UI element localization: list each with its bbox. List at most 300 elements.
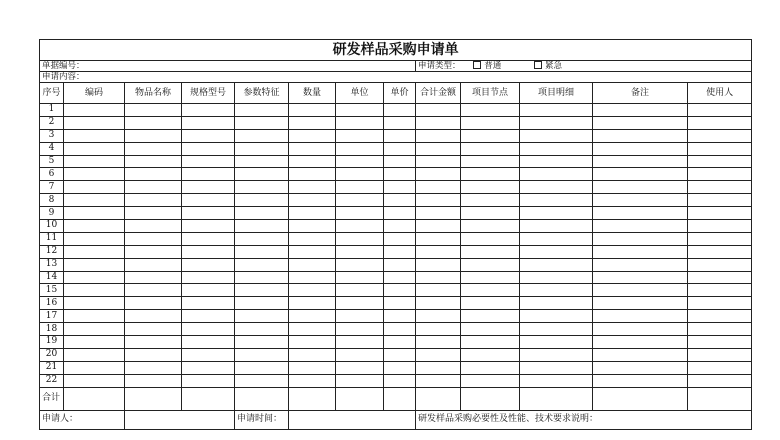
table-cell[interactable] (235, 361, 289, 374)
table-cell[interactable] (289, 168, 336, 181)
table-cell[interactable] (64, 220, 125, 233)
table-cell[interactable] (336, 336, 384, 349)
table-cell[interactable] (593, 361, 688, 374)
table-cell[interactable] (593, 348, 688, 361)
table-cell[interactable] (235, 348, 289, 361)
table-cell[interactable] (182, 258, 235, 271)
table-cell[interactable] (416, 284, 461, 297)
table-cell[interactable] (235, 220, 289, 233)
table-cell[interactable] (125, 374, 182, 387)
table-cell[interactable] (520, 361, 593, 374)
table-cell[interactable] (64, 310, 125, 323)
table-cell[interactable] (182, 336, 235, 349)
table-cell[interactable] (416, 181, 461, 194)
row-number: 18 (40, 323, 64, 336)
table-cell[interactable] (235, 116, 289, 129)
table-cell[interactable] (182, 220, 235, 233)
table-cell[interactable] (182, 181, 235, 194)
table-cell[interactable] (461, 361, 520, 374)
table-cell[interactable] (384, 142, 416, 155)
table-cell[interactable] (64, 271, 125, 284)
table-cell[interactable] (182, 271, 235, 284)
table-cell[interactable] (182, 142, 235, 155)
total-cell[interactable] (64, 387, 125, 410)
table-cell[interactable] (125, 297, 182, 310)
table-cell[interactable] (289, 155, 336, 168)
table-cell[interactable] (461, 245, 520, 258)
table-cell[interactable] (125, 336, 182, 349)
table-cell[interactable] (416, 129, 461, 142)
table-cell[interactable] (593, 155, 688, 168)
table-cell[interactable] (520, 181, 593, 194)
table-cell[interactable] (289, 194, 336, 207)
table-cell[interactable] (64, 168, 125, 181)
table-cell[interactable] (416, 310, 461, 323)
total-cell[interactable] (336, 387, 384, 410)
table-cell[interactable] (336, 220, 384, 233)
table-cell[interactable] (461, 155, 520, 168)
table-cell[interactable] (64, 232, 125, 245)
table-cell[interactable] (520, 271, 593, 284)
table-cell[interactable] (593, 323, 688, 336)
table-cell[interactable] (688, 336, 752, 349)
table-cell[interactable] (593, 232, 688, 245)
table-cell[interactable] (182, 168, 235, 181)
table-cell[interactable] (384, 297, 416, 310)
table-cell[interactable] (461, 336, 520, 349)
row-number: 10 (40, 220, 64, 233)
table-cell[interactable] (416, 258, 461, 271)
table-cell[interactable] (461, 142, 520, 155)
table-cell[interactable] (289, 374, 336, 387)
table-cell[interactable] (688, 271, 752, 284)
table-cell[interactable] (416, 104, 461, 117)
applicant-field[interactable] (125, 410, 235, 429)
table-cell[interactable] (125, 168, 182, 181)
table-cell[interactable] (593, 374, 688, 387)
table-cell[interactable] (384, 129, 416, 142)
table-cell[interactable] (520, 336, 593, 349)
table-cell[interactable] (461, 348, 520, 361)
table-cell[interactable] (688, 194, 752, 207)
table-cell[interactable] (64, 104, 125, 117)
row-number: 20 (40, 348, 64, 361)
table-cell[interactable] (461, 129, 520, 142)
table-cell[interactable] (125, 207, 182, 220)
total-cell[interactable] (461, 387, 520, 410)
table-cell[interactable] (384, 245, 416, 258)
table-cell[interactable] (182, 155, 235, 168)
table-cell[interactable] (235, 336, 289, 349)
table-cell[interactable] (688, 207, 752, 220)
table-cell[interactable] (384, 220, 416, 233)
table-cell[interactable] (520, 220, 593, 233)
table-cell[interactable] (289, 297, 336, 310)
table-cell[interactable] (125, 361, 182, 374)
table-cell[interactable] (688, 220, 752, 233)
table-cell[interactable] (125, 155, 182, 168)
table-cell[interactable] (520, 232, 593, 245)
table-cell[interactable] (461, 207, 520, 220)
table-row (40, 116, 752, 129)
table-cell[interactable] (688, 155, 752, 168)
table-cell[interactable] (289, 258, 336, 271)
table-cell[interactable] (593, 284, 688, 297)
table-cell[interactable] (461, 297, 520, 310)
table-cell[interactable] (64, 245, 125, 258)
table-cell[interactable] (520, 284, 593, 297)
table-cell[interactable] (336, 284, 384, 297)
table-cell[interactable] (289, 361, 336, 374)
table-cell[interactable] (235, 194, 289, 207)
table-cell[interactable] (416, 323, 461, 336)
table-cell[interactable] (182, 284, 235, 297)
column-header: 使用人 (688, 83, 752, 104)
table-cell[interactable] (688, 310, 752, 323)
table-cell[interactable] (64, 194, 125, 207)
table-cell[interactable] (416, 168, 461, 181)
table-cell[interactable] (235, 284, 289, 297)
table-cell[interactable] (235, 271, 289, 284)
table-cell[interactable] (416, 116, 461, 129)
table-cell[interactable] (520, 207, 593, 220)
table-cell[interactable] (416, 361, 461, 374)
table-cell[interactable] (125, 258, 182, 271)
table-cell[interactable] (336, 258, 384, 271)
table-cell[interactable] (461, 181, 520, 194)
table-cell[interactable] (688, 284, 752, 297)
table-cell[interactable] (64, 142, 125, 155)
table-cell[interactable] (416, 271, 461, 284)
table-cell[interactable] (416, 220, 461, 233)
table-cell[interactable] (289, 336, 336, 349)
table-cell[interactable] (235, 207, 289, 220)
table-cell[interactable] (182, 310, 235, 323)
total-cell[interactable] (416, 387, 461, 410)
table-cell[interactable] (289, 129, 336, 142)
table-cell[interactable] (384, 284, 416, 297)
table-cell[interactable] (461, 168, 520, 181)
table-cell[interactable] (461, 284, 520, 297)
table-cell[interactable] (688, 361, 752, 374)
table-cell[interactable] (384, 168, 416, 181)
row-number: 8 (40, 194, 64, 207)
table-cell[interactable] (235, 104, 289, 117)
table-cell[interactable] (384, 361, 416, 374)
table-cell[interactable] (461, 220, 520, 233)
table-cell[interactable] (182, 297, 235, 310)
table-cell[interactable] (461, 374, 520, 387)
table-cell[interactable] (416, 348, 461, 361)
table-cell[interactable] (125, 348, 182, 361)
table-cell[interactable] (289, 207, 336, 220)
table-cell[interactable] (416, 374, 461, 387)
table-cell[interactable] (235, 168, 289, 181)
table-cell[interactable] (520, 374, 593, 387)
table-cell[interactable] (520, 297, 593, 310)
table-cell[interactable] (289, 284, 336, 297)
total-cell[interactable] (182, 387, 235, 410)
table-cell[interactable] (688, 104, 752, 117)
table-cell[interactable] (416, 155, 461, 168)
table-cell[interactable] (289, 116, 336, 129)
table-cell[interactable] (182, 194, 235, 207)
table-cell[interactable] (336, 129, 384, 142)
table-cell[interactable] (182, 207, 235, 220)
table-cell[interactable] (520, 168, 593, 181)
table-cell[interactable] (520, 323, 593, 336)
table-cell[interactable] (64, 258, 125, 271)
table-cell[interactable] (688, 348, 752, 361)
table-cell[interactable] (593, 129, 688, 142)
table-cell[interactable] (336, 207, 384, 220)
table-cell[interactable] (688, 323, 752, 336)
table-cell[interactable] (64, 129, 125, 142)
table-cell[interactable] (593, 104, 688, 117)
table-cell[interactable] (64, 155, 125, 168)
table-cell[interactable] (593, 142, 688, 155)
table-cell[interactable] (384, 207, 416, 220)
table-cell[interactable] (593, 271, 688, 284)
table-cell[interactable] (289, 220, 336, 233)
table-cell[interactable] (416, 194, 461, 207)
table-cell[interactable] (688, 129, 752, 142)
table-cell[interactable] (593, 220, 688, 233)
table-cell[interactable] (416, 232, 461, 245)
total-cell[interactable] (688, 387, 752, 410)
table-cell[interactable] (461, 194, 520, 207)
table-cell[interactable] (336, 116, 384, 129)
table-cell[interactable] (125, 142, 182, 155)
table-cell[interactable] (336, 245, 384, 258)
column-header: 物品名称 (125, 83, 182, 104)
table-cell[interactable] (336, 297, 384, 310)
checkbox-normal[interactable] (473, 61, 481, 69)
table-cell[interactable] (520, 155, 593, 168)
table-cell[interactable] (384, 155, 416, 168)
table-cell[interactable] (461, 310, 520, 323)
table-cell[interactable] (384, 104, 416, 117)
table-cell[interactable] (384, 271, 416, 284)
table-cell[interactable] (416, 336, 461, 349)
table-cell[interactable] (235, 181, 289, 194)
table-cell[interactable] (289, 232, 336, 245)
table-cell[interactable] (235, 374, 289, 387)
table-cell[interactable] (336, 348, 384, 361)
table-cell[interactable] (64, 323, 125, 336)
table-cell[interactable] (461, 271, 520, 284)
total-cell[interactable] (235, 387, 289, 410)
table-cell[interactable] (520, 258, 593, 271)
table-cell[interactable] (182, 104, 235, 117)
table-cell[interactable] (593, 258, 688, 271)
table-cell[interactable] (125, 323, 182, 336)
table-cell[interactable] (688, 142, 752, 155)
total-cell[interactable] (125, 387, 182, 410)
table-cell[interactable] (336, 104, 384, 117)
total-cell[interactable] (520, 387, 593, 410)
table-cell[interactable] (289, 348, 336, 361)
table-cell[interactable] (593, 116, 688, 129)
table-cell[interactable] (64, 374, 125, 387)
table-cell[interactable] (125, 284, 182, 297)
table-cell[interactable] (235, 142, 289, 155)
table-cell[interactable] (182, 374, 235, 387)
table-cell[interactable] (384, 310, 416, 323)
table-cell[interactable] (688, 181, 752, 194)
table-cell[interactable] (289, 104, 336, 117)
table-cell[interactable] (461, 104, 520, 117)
table-cell[interactable] (384, 232, 416, 245)
table-cell[interactable] (520, 310, 593, 323)
table-cell[interactable] (182, 232, 235, 245)
table-cell[interactable] (384, 194, 416, 207)
table-cell[interactable] (384, 323, 416, 336)
table-cell[interactable] (289, 181, 336, 194)
table-cell[interactable] (125, 232, 182, 245)
table-cell[interactable] (336, 155, 384, 168)
table-cell[interactable] (593, 297, 688, 310)
table-cell[interactable] (688, 245, 752, 258)
table-row (40, 258, 752, 271)
total-cell[interactable] (384, 387, 416, 410)
table-cell[interactable] (235, 129, 289, 142)
table-cell[interactable] (235, 245, 289, 258)
column-header: 备注 (593, 83, 688, 104)
table-cell[interactable] (520, 142, 593, 155)
table-cell[interactable] (64, 361, 125, 374)
row-number: 7 (40, 181, 64, 194)
total-cell[interactable] (289, 387, 336, 410)
table-cell[interactable] (520, 245, 593, 258)
table-cell[interactable] (235, 310, 289, 323)
table-cell[interactable] (593, 336, 688, 349)
table-cell[interactable] (336, 374, 384, 387)
table-cell[interactable] (520, 348, 593, 361)
table-cell[interactable] (64, 207, 125, 220)
table-cell[interactable] (182, 129, 235, 142)
table-row (40, 194, 752, 207)
table-cell[interactable] (593, 310, 688, 323)
table-cell[interactable] (235, 258, 289, 271)
table-cell[interactable] (384, 374, 416, 387)
table-cell[interactable] (416, 297, 461, 310)
table-cell[interactable] (125, 310, 182, 323)
table-cell[interactable] (461, 258, 520, 271)
row-number: 16 (40, 297, 64, 310)
table-cell[interactable] (125, 116, 182, 129)
table-cell[interactable] (336, 232, 384, 245)
table-row (40, 129, 752, 142)
table-cell[interactable] (336, 168, 384, 181)
table-cell[interactable] (461, 116, 520, 129)
table-cell[interactable] (182, 361, 235, 374)
table-cell[interactable] (461, 323, 520, 336)
table-cell[interactable] (336, 310, 384, 323)
table-cell[interactable] (125, 129, 182, 142)
table-cell[interactable] (336, 323, 384, 336)
table-cell[interactable] (125, 181, 182, 194)
table-cell[interactable] (688, 374, 752, 387)
table-cell[interactable] (593, 245, 688, 258)
row-number: 13 (40, 258, 64, 271)
table-cell[interactable] (384, 116, 416, 129)
table-cell[interactable] (520, 129, 593, 142)
table-cell[interactable] (384, 258, 416, 271)
table-cell[interactable] (235, 297, 289, 310)
table-cell[interactable] (384, 181, 416, 194)
table-cell[interactable] (235, 155, 289, 168)
table-cell[interactable] (289, 271, 336, 284)
table-cell[interactable] (182, 116, 235, 129)
table-cell[interactable] (235, 323, 289, 336)
table-cell[interactable] (336, 194, 384, 207)
table-cell[interactable] (688, 258, 752, 271)
table-cell[interactable] (64, 181, 125, 194)
table-cell[interactable] (125, 104, 182, 117)
table-cell[interactable] (384, 348, 416, 361)
row-number: 22 (40, 374, 64, 387)
table-cell[interactable] (336, 181, 384, 194)
table-cell[interactable] (520, 194, 593, 207)
table-cell[interactable] (289, 323, 336, 336)
table-cell[interactable] (64, 284, 125, 297)
table-cell[interactable] (125, 271, 182, 284)
table-cell[interactable] (688, 232, 752, 245)
table-cell[interactable] (125, 194, 182, 207)
table-cell[interactable] (688, 116, 752, 129)
table-cell[interactable] (182, 323, 235, 336)
table-cell[interactable] (64, 297, 125, 310)
total-cell[interactable] (593, 387, 688, 410)
column-header: 合计金额 (416, 83, 461, 104)
table-cell[interactable] (125, 220, 182, 233)
table-cell[interactable] (289, 142, 336, 155)
table-cell[interactable] (384, 336, 416, 349)
row-number: 14 (40, 271, 64, 284)
table-cell[interactable] (336, 142, 384, 155)
table-cell[interactable] (416, 142, 461, 155)
table-cell[interactable] (416, 207, 461, 220)
table-cell[interactable] (461, 232, 520, 245)
table-cell[interactable] (125, 245, 182, 258)
table-cell[interactable] (64, 348, 125, 361)
table-cell[interactable] (593, 194, 688, 207)
table-cell[interactable] (520, 116, 593, 129)
table-cell[interactable] (416, 245, 461, 258)
table-cell[interactable] (688, 168, 752, 181)
apply-time-label: 申请时间： (235, 410, 289, 429)
table-cell[interactable] (593, 181, 688, 194)
table-cell[interactable] (336, 361, 384, 374)
apply-time-field[interactable] (289, 410, 416, 429)
table-cell[interactable] (289, 245, 336, 258)
table-cell[interactable] (64, 116, 125, 129)
table-cell[interactable] (688, 297, 752, 310)
table-cell[interactable] (235, 232, 289, 245)
table-cell[interactable] (64, 336, 125, 349)
table-cell[interactable] (182, 245, 235, 258)
table-cell[interactable] (182, 348, 235, 361)
table-cell[interactable] (520, 104, 593, 117)
table-cell[interactable] (593, 207, 688, 220)
table-cell[interactable] (289, 310, 336, 323)
checkbox-urgent[interactable] (534, 61, 542, 69)
table-cell[interactable] (336, 271, 384, 284)
column-header: 序号 (40, 83, 64, 104)
column-header: 单位 (336, 83, 384, 104)
table-cell[interactable] (593, 168, 688, 181)
